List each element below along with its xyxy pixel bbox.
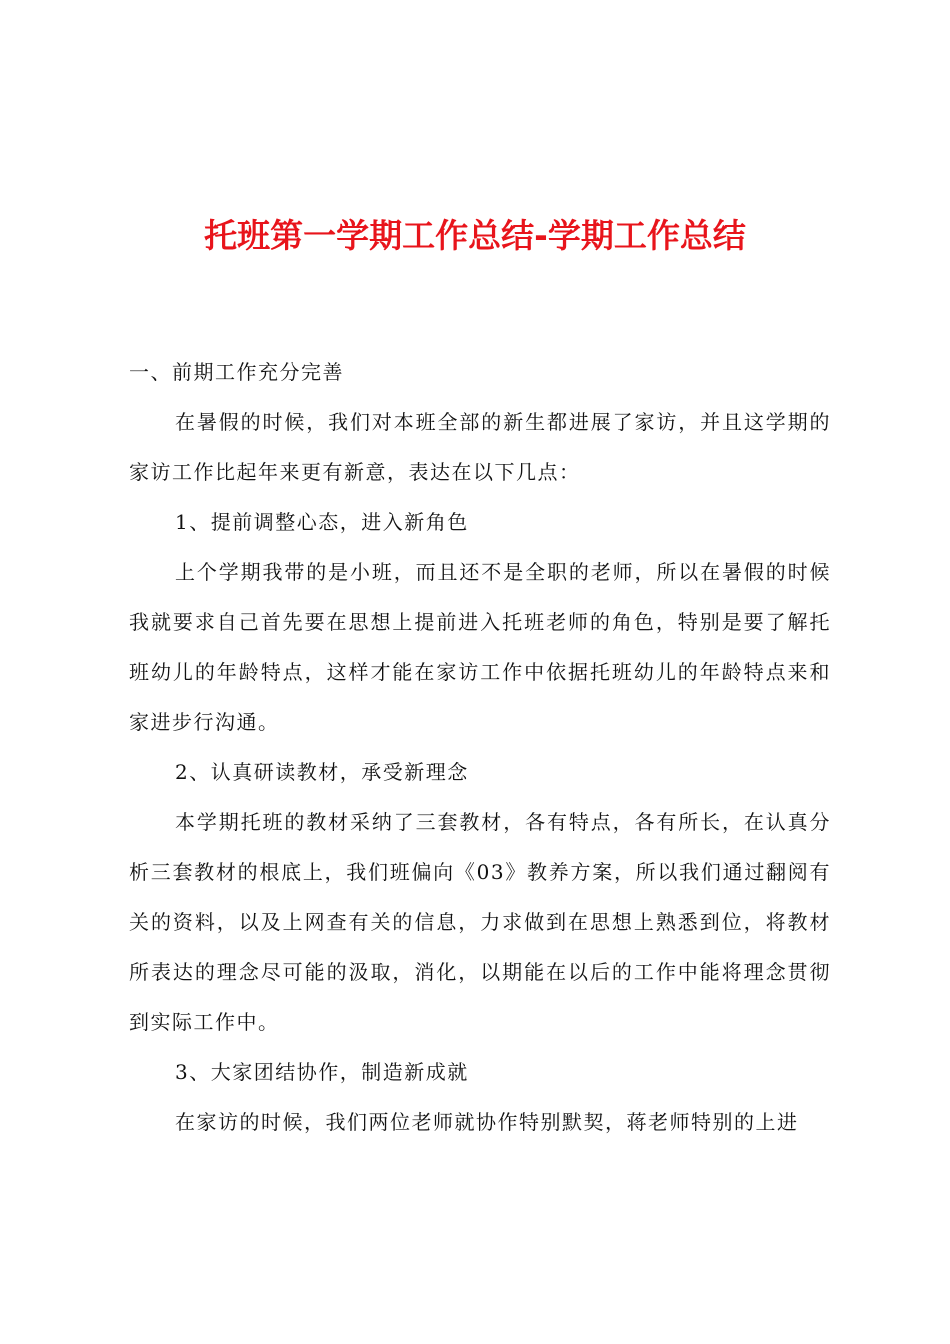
body-paragraph: 上个学期我带的是小班，而且还不是全职的老师，所以在暑假的时候我就要求自己首先要在思想上提前进入托班老师的角色，特别是要了解托班幼儿的年龄特点，这样才能在家访工作中依据托班幼儿的年龄特点来和家进步行沟通。 <box>129 560 831 734</box>
subsection-heading: 2、认真研读教材，承受新理念 <box>175 760 469 784</box>
body-paragraph: 在家访的时候，我们两位老师就协作特别默契，蒋老师特别的上进 <box>175 1110 799 1134</box>
body-paragraph: 本学期托班的教材采纳了三套教材，各有特点，各有所长，在认真分析三套教材的根底上，我们班偏向《03》教养方案，所以我们通过翻阅有关的资料，以及上网查有关的信息，力求做到在思想上熟悉到位，将教材所表达的理念尽可能的汲取，消化，以期能在以后的工作中能将理念贯彻到实际工作中。 <box>129 810 831 1034</box>
subsection-heading: 1、提前调整心态，进入新角色 <box>175 510 469 534</box>
body-paragraph: 在暑假的时候，我们对本班全部的新生都进展了家访，并且这学期的家访工作比起年来更有新意，表达在以下几点： <box>129 410 831 484</box>
section-heading: 一、前期工作充分完善 <box>129 360 344 384</box>
document-body <box>129 347 831 1147</box>
subsection-heading: 3、大家团结协作，制造新成就 <box>175 1060 469 1084</box>
document-title: 托班第一学期工作总结-学期工作总结 <box>204 216 746 255</box>
